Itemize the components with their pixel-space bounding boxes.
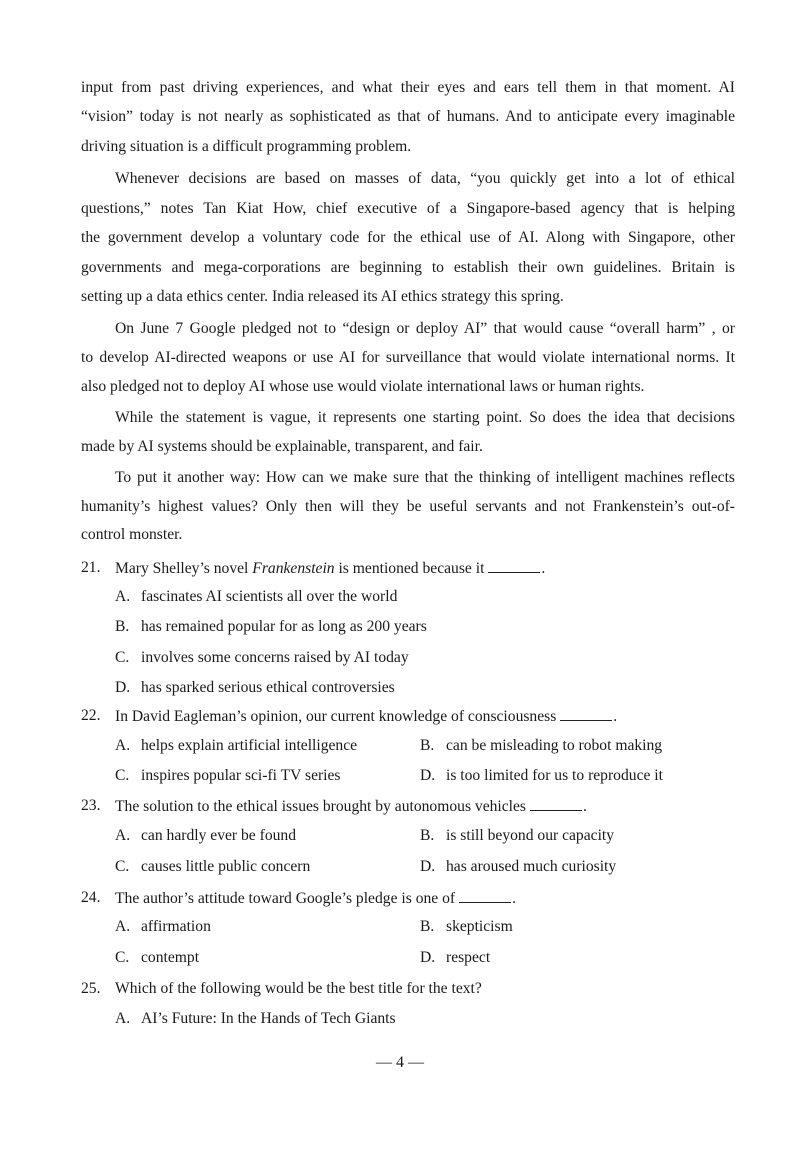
question-number: 25. [81, 980, 101, 997]
answer-blank[interactable] [530, 796, 582, 811]
question-stem [115, 888, 516, 909]
option-letter: C. [115, 767, 130, 784]
period: . [541, 560, 546, 577]
option-text: contempt [141, 949, 200, 966]
question-stem [115, 558, 545, 579]
option-text: has aroused much curiosity [446, 858, 617, 875]
option-letter: B. [420, 918, 435, 935]
option-b[interactable] [420, 917, 513, 937]
option-text: has sparked serious ethical controversies [141, 679, 395, 696]
passage-line: the government develop a voluntary code for the ethical use of AI. Along with Singapore, other [81, 229, 735, 246]
option-a[interactable] [115, 826, 296, 846]
option-letter: A. [115, 737, 131, 754]
novel-title: Frankenstein [252, 560, 335, 577]
option-letter: B. [420, 827, 435, 844]
option-b[interactable] [420, 736, 662, 756]
stem-text: The author’s attitude toward Google’s pledge is one of [115, 890, 456, 907]
passage-line: also pledged not to deploy AI whose use would violate international laws or human rights. [81, 378, 645, 395]
option-c[interactable] [115, 948, 199, 968]
option-a[interactable] [115, 736, 357, 756]
passage-line: “vision” today is not nearly as sophisticated as that of humans. And to anticipate every imaginable [81, 108, 735, 125]
period: . [512, 890, 516, 907]
question-number: 23. [81, 797, 101, 814]
passage-line: made by AI systems should be explainable, transparent, and fair. [81, 438, 483, 455]
passage-line: driving situation is a difficult programming problem. [81, 138, 412, 155]
answer-blank[interactable] [459, 888, 511, 903]
option-text: is still beyond our capacity [446, 827, 615, 844]
option-text: can be misleading to robot making [446, 737, 663, 754]
option-c[interactable] [115, 648, 409, 668]
option-text: is too limited for us to reproduce it [446, 767, 663, 784]
option-letter: A. [115, 827, 131, 844]
question-stem [115, 706, 617, 727]
passage-line: setting up a data ethics center. India released its AI ethics strategy this spring. [81, 288, 564, 305]
option-letter: C. [115, 858, 130, 875]
stem-text: The solution to the ethical issues brought by autonomous vehicles [115, 798, 527, 815]
option-b[interactable] [115, 617, 427, 637]
option-text: AI’s Future: In the Hands of Tech Giants [141, 1010, 396, 1027]
option-text: causes little public concern [141, 858, 311, 875]
option-a[interactable] [115, 917, 211, 937]
option-letter: D. [115, 679, 131, 696]
page-number: — 4 — [376, 1054, 424, 1071]
passage-line: questions,” notes Tan Kiat How, chief executive of a Singapore-based agency that is helping [81, 200, 735, 217]
option-text: skepticism [446, 918, 513, 935]
passage-line: input from past driving experiences, and what their eyes and ears tell them in that moment. AI [81, 79, 735, 96]
option-letter: A. [115, 918, 131, 935]
option-letter: D. [420, 858, 436, 875]
period: . [613, 708, 618, 725]
passage-line: While the statement is vague, it represents one starting point. So does the idea that decisions [115, 409, 735, 426]
passage-line: governments and mega-corporations are beginning to establish their own guidelines. Britain is [81, 259, 735, 276]
option-a[interactable] [115, 587, 397, 607]
option-letter: C. [115, 949, 130, 966]
passage-line: Whenever decisions are based on masses of data, “you quickly get into a lot of ethical [115, 170, 735, 187]
question-stem: Which of the following would be the best title for the text? [115, 980, 482, 997]
option-b[interactable] [420, 826, 614, 846]
option-letter: C. [115, 649, 130, 666]
stem-text: In David Eagleman’s opinion, our current knowledge of consciousness [115, 708, 557, 725]
option-d[interactable] [420, 766, 663, 786]
option-c[interactable] [115, 766, 341, 786]
option-c[interactable] [115, 857, 310, 877]
option-text: respect [446, 949, 491, 966]
question-stem [115, 796, 587, 817]
passage-line: control monster. [81, 526, 183, 543]
option-letter: B. [115, 618, 130, 635]
option-text: inspires popular sci-fi TV series [141, 767, 341, 784]
answer-blank[interactable] [560, 706, 612, 721]
option-text: can hardly ever be found [141, 827, 297, 844]
question-number: 22. [81, 707, 101, 724]
period: . [583, 798, 587, 815]
option-letter: A. [115, 1010, 131, 1027]
passage-line: To put it another way: How can we make sure that the thinking of intelligent machines reflects [115, 469, 735, 486]
passage-line: humanity’s highest values? Only then will they be useful servants and not Frankenstein’s out-of- [81, 498, 735, 515]
passage-line: to develop AI-directed weapons or use AI for surveillance that would violate international norms. It [81, 349, 735, 366]
option-letter: D. [420, 949, 436, 966]
option-text: involves some concerns raised by AI today [141, 649, 409, 666]
stem-text: Mary Shelley’s novel [115, 560, 253, 577]
stem-text: is mentioned because it [334, 560, 485, 577]
passage-line: On June 7 Google pledged not to “design or deploy AI” that would cause “overall harm” , or [115, 320, 735, 337]
option-text: fascinates AI scientists all over the world [141, 588, 398, 605]
option-letter: A. [115, 588, 131, 605]
option-text: helps explain artificial intelligence [141, 737, 358, 754]
option-d[interactable] [420, 948, 490, 968]
option-d[interactable] [420, 857, 616, 877]
question-number: 24. [81, 889, 101, 906]
option-text: has remained popular for as long as 200 years [141, 618, 427, 635]
option-a[interactable] [115, 1009, 396, 1029]
option-text: affirmation [141, 918, 211, 935]
option-letter: D. [420, 767, 436, 784]
option-letter: B. [420, 737, 435, 754]
option-d[interactable] [115, 678, 395, 698]
answer-blank[interactable] [488, 558, 540, 573]
question-number: 21. [81, 559, 101, 576]
